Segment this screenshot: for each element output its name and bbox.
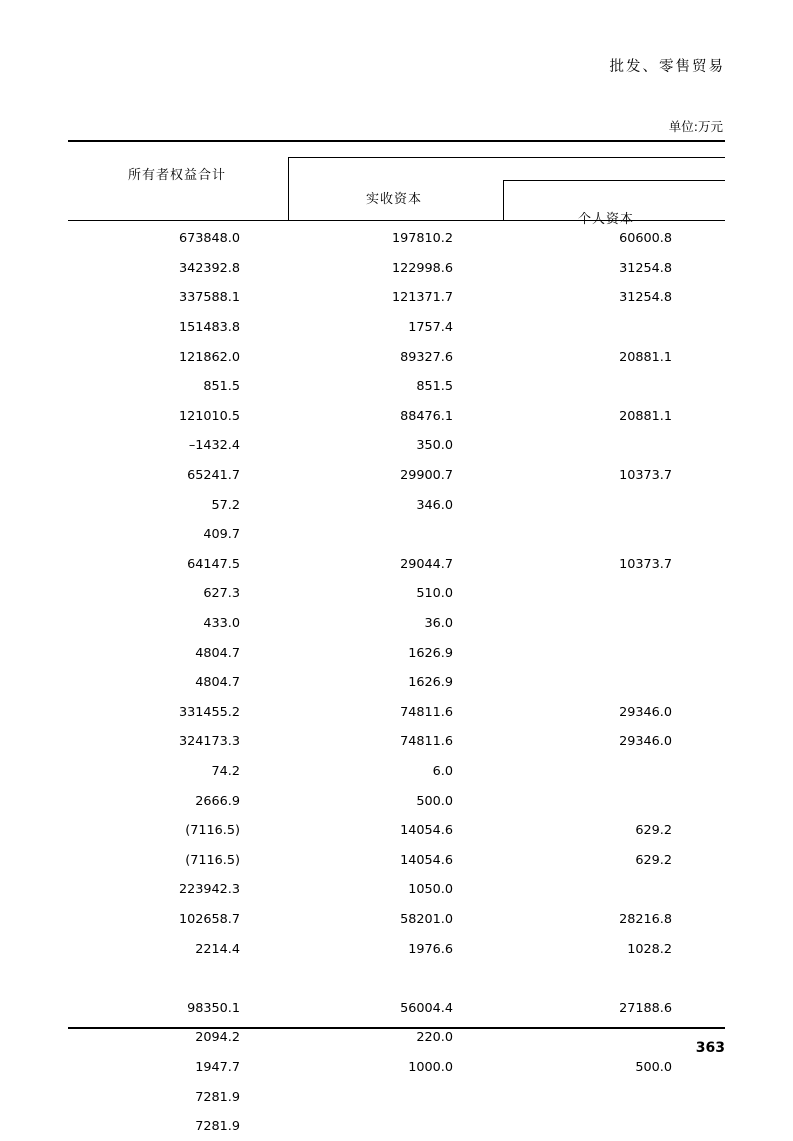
table-row <box>68 638 725 668</box>
cell-owner-equity-total: (7116.5) <box>185 852 240 868</box>
cell-owner-equity-total: 324173.3 <box>178 734 240 750</box>
cell-paid-in-capital: 36.0 <box>424 616 453 632</box>
cell-paid-in-capital: 1976.6 <box>408 941 453 957</box>
cell-paid-in-capital: 74811.6 <box>400 704 453 720</box>
table-row <box>68 786 725 816</box>
cell-owner-equity-total: 673848.0 <box>178 231 240 247</box>
table-row <box>68 727 725 757</box>
table-row <box>68 402 725 432</box>
table-header-band <box>68 142 725 227</box>
cell-personal-capital: 1028.2 <box>627 941 672 957</box>
cell-personal-capital: 10373.7 <box>619 556 672 572</box>
cell-owner-equity-total: 331455.2 <box>178 704 240 720</box>
cell-owner-equity-total: 223942.3 <box>178 882 240 898</box>
table-row <box>68 520 725 550</box>
column-header-owner-equity-total: 所有者权益合计 <box>128 168 227 183</box>
table-row <box>68 698 725 728</box>
cell-owner-equity-total: 121862.0 <box>178 349 240 365</box>
cell-personal-capital: 60600.8 <box>619 231 672 247</box>
cell-owner-equity-total: 65241.7 <box>187 468 240 484</box>
table-row <box>68 254 725 284</box>
cell-owner-equity-total: 342392.8 <box>178 260 240 276</box>
cell-paid-in-capital: 1626.9 <box>408 675 453 691</box>
unit-note: 单位:万元 <box>668 119 723 134</box>
cell-personal-capital: 629.2 <box>635 852 672 868</box>
cell-owner-equity-total: (7116.5) <box>185 823 240 839</box>
cell-paid-in-capital: 88476.1 <box>400 408 453 424</box>
table-row <box>68 875 725 905</box>
cell-paid-in-capital: 346.0 <box>416 497 453 513</box>
cell-paid-in-capital: 29044.7 <box>400 556 453 572</box>
cell-owner-equity-total: 4804.7 <box>195 675 240 691</box>
cell-paid-in-capital: 74811.6 <box>400 734 453 750</box>
table-row <box>68 431 725 461</box>
table-row <box>68 461 725 491</box>
column-header-paid-in-capital: 实收资本 <box>366 192 423 207</box>
cell-personal-capital: 629.2 <box>635 823 672 839</box>
cell-owner-equity-total: 851.5 <box>203 379 240 395</box>
header-divider-left <box>288 157 289 220</box>
table-row <box>68 609 725 639</box>
cell-owner-equity-total: 627.3 <box>203 586 240 602</box>
table-row <box>68 372 725 402</box>
table-row <box>68 993 725 1023</box>
table-row <box>68 490 725 520</box>
table-body <box>68 220 725 1141</box>
table-row <box>68 283 725 313</box>
cell-owner-equity-total: 337588.1 <box>178 290 240 306</box>
cell-owner-equity-total: 64147.5 <box>187 556 240 572</box>
table-row <box>68 1082 725 1112</box>
table-row <box>68 342 725 372</box>
cell-owner-equity-total: 57.2 <box>211 497 240 513</box>
cell-paid-in-capital: 1757.4 <box>408 320 453 336</box>
cell-paid-in-capital: 89327.6 <box>400 349 453 365</box>
table-row <box>68 224 725 254</box>
header-divider-right <box>503 180 504 220</box>
cell-paid-in-capital: 1626.9 <box>408 645 453 661</box>
cell-personal-capital: 10373.7 <box>619 468 672 484</box>
statistical-table <box>68 140 725 1141</box>
table-row <box>68 934 725 964</box>
cell-paid-in-capital: 121371.7 <box>391 290 453 306</box>
cell-personal-capital: 28216.8 <box>619 911 672 927</box>
cell-paid-in-capital: 350.0 <box>416 438 453 454</box>
table-row <box>68 579 725 609</box>
table-row <box>68 313 725 343</box>
table-row <box>68 757 725 787</box>
table-row <box>68 816 725 846</box>
cell-owner-equity-total: 2094.2 <box>195 1030 240 1046</box>
cell-personal-capital: 500.0 <box>635 1059 672 1075</box>
cell-owner-equity-total: 74.2 <box>211 763 240 779</box>
column-header-personal-capital: 个人资本 <box>578 212 635 227</box>
header-rule-personal <box>503 180 725 181</box>
cell-owner-equity-total: –1432.4 <box>188 438 240 454</box>
cell-personal-capital: 29346.0 <box>619 704 672 720</box>
cell-personal-capital: 31254.8 <box>619 290 672 306</box>
table-row <box>68 1053 725 1083</box>
cell-owner-equity-total: 7281.9 <box>195 1089 240 1105</box>
table-row <box>68 964 725 994</box>
table-row <box>68 905 725 935</box>
table-row <box>68 1112 725 1141</box>
cell-paid-in-capital: 220.0 <box>416 1030 453 1046</box>
cell-paid-in-capital: 510.0 <box>416 586 453 602</box>
cell-personal-capital: 31254.8 <box>619 260 672 276</box>
page-number: 363 <box>695 1040 725 1056</box>
page-section-title: 批发、零售贸易 <box>609 59 725 75</box>
cell-personal-capital: 20881.1 <box>619 349 672 365</box>
cell-paid-in-capital: 29900.7 <box>400 468 453 484</box>
cell-owner-equity-total: 2214.4 <box>195 941 240 957</box>
cell-paid-in-capital: 197810.2 <box>391 231 453 247</box>
cell-paid-in-capital: 14054.6 <box>400 823 453 839</box>
cell-paid-in-capital: 58201.0 <box>400 911 453 927</box>
cell-paid-in-capital: 1000.0 <box>408 1059 453 1075</box>
cell-paid-in-capital: 851.5 <box>416 379 453 395</box>
table-bottom-rule <box>68 1027 725 1029</box>
cell-paid-in-capital: 122998.6 <box>391 260 453 276</box>
cell-owner-equity-total: 409.7 <box>203 527 240 543</box>
cell-paid-in-capital: 56004.4 <box>400 1000 453 1016</box>
cell-owner-equity-total: 2666.9 <box>195 793 240 809</box>
cell-owner-equity-total: 121010.5 <box>178 408 240 424</box>
cell-owner-equity-total: 98350.1 <box>187 1000 240 1016</box>
cell-owner-equity-total: 433.0 <box>203 616 240 632</box>
cell-paid-in-capital: 500.0 <box>416 793 453 809</box>
cell-personal-capital: 20881.1 <box>619 408 672 424</box>
cell-owner-equity-total: 1947.7 <box>195 1059 240 1075</box>
table-row <box>68 550 725 580</box>
cell-owner-equity-total: 4804.7 <box>195 645 240 661</box>
cell-owner-equity-total: 7281.9 <box>195 1119 240 1135</box>
cell-personal-capital: 27188.6 <box>619 1000 672 1016</box>
table-row <box>68 845 725 875</box>
cell-personal-capital: 29346.0 <box>619 734 672 750</box>
cell-paid-in-capital: 6.0 <box>432 763 453 779</box>
cell-paid-in-capital: 1050.0 <box>408 882 453 898</box>
table-row <box>68 668 725 698</box>
cell-paid-in-capital: 14054.6 <box>400 852 453 868</box>
header-rule-paid-in <box>288 157 725 158</box>
cell-owner-equity-total: 102658.7 <box>178 911 240 927</box>
cell-owner-equity-total: 151483.8 <box>178 320 240 336</box>
